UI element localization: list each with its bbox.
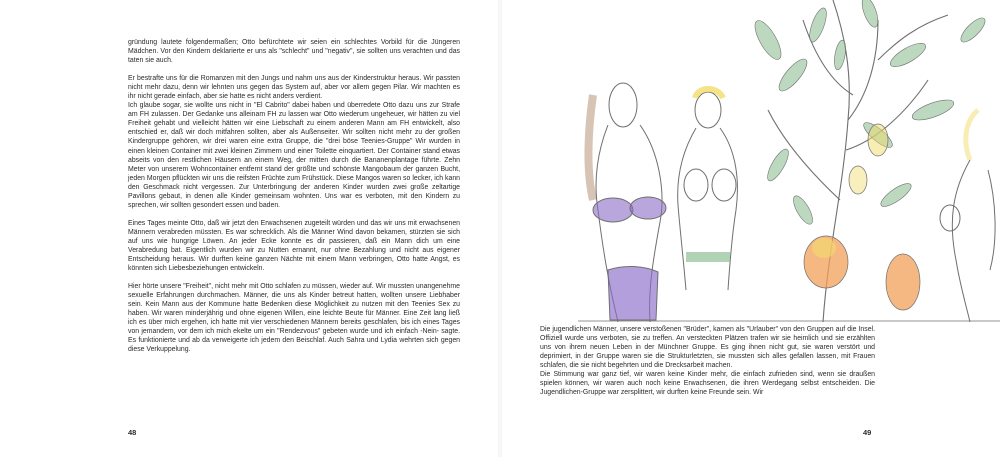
leaves — [750, 0, 988, 227]
paragraph: Er bestrafte uns für die Romanzen mit den Jungs und nahm uns aus der Kinderstruktur heraus. Wir passten nicht mehr dazu, denn wir lehnten uns gegen das System auf, aber vor allem gegen Pilar. Wir machten es ihr nicht gerade einfach, aber sie hatte es nicht anders verdient. — [128, 75, 460, 101]
page-number-right: 49 — [863, 428, 872, 437]
figure-right — [940, 110, 995, 322]
paragraph: Hier hörte unsere "Freiheit", nicht mehr mit Otto schlafen zu müssen, wieder auf. Wir mussten unangenehme sexuelle Erfahrungen durchmachen. Männer, die uns als Kinder betreut hatten, wollten unsere Liebhaber sein. Kein Mann aus der Kommune hatte Bedenken diese Möglichkeit zu nutzen mit den Teenies Sex zu haben. Wir waren minderjährig und ohne eigenen Willen, eine leichte Beute für Männer. Eine Zeit lang ließ ich es über mich ergehen, ich hatte mit vier verschiedenen Männern bereits geschlafen, bis ich eines Tages von jemandem, vor dem ich mich ekelte um ein "Rendezvous" gebeten wurde und ich einfach -Nein- sagte. Es funktionierte und ab da verweigerte ich jedem den Beischlaf. Auch Sahra und Lydia wehrten sich gegen diese Verkuppelung. — [128, 283, 460, 354]
paragraph: Die Stimmung war ganz tief, wir waren keine Kinder mehr, die einfach zufrieden sind, wenn sie draußen spielen können, wir waren auch noch keine Erwachsenen, die ihren Werdegang selbst entscheiden. Die Jugendlichen-Gruppe war zersplittert, wir durften keine Freunde sein. Wir — [540, 371, 875, 397]
right-page-text — [540, 325, 875, 397]
paragraph: gründung lautete folgendermaßen; Otto befürchtete wir seien ein schlechtes Vorbild für die Jüngeren Mädchen. Vor den Kindern deklarierte er uns als "schlecht" und "negativ", sie sollten uns verachten und das taten sie auch. — [128, 39, 460, 65]
paragraph: Ich glaube sogar, sie wollte uns nicht in "El Cabrito" dabei haben und überredete Otto dazu uns zur Strafe am FH zulassen. Der Gedanke uns alleinam FH zu lassen war Otto wiederum ungeheuer, wir hätten zu viel Freiheit gehabt und vielleicht hätten wir eine Liebschaft zu einem anderen Mann am FH entwickelt, also entschied er, daß wir doch mitfahren sollten, aber als Außenseiter. Wir sollten nicht mehr zu der großen Kindergruppe gehören, wir drei waren eine extra Gruppe, die "drei böse Teenies-Gruppe" Wir wurden in einen kleinen Container mit zwei kleinen Zimmern und einer Toilette einquartiert. Der Container stand etwas abseits von den restlichen Häusern an einem Weg, der mitten durch die Bananenplantage führte. Zehn Meter von unserem Wohncontainer entfernt stand der größte und schönste Mangobaum der ganzen Bucht, jeden Morgen pflückten wir uns die reifsten Früchte zum Frühstück. Diese Mangos waren so lecker, ich kann den Geschmack nicht vergessen. Zur Unterbringung der anderen Kinder wurden zwei große zeltartige Pavillons gebaut, in denen alle Kinder gemeinsam wohnten. Uns war es verboten, mit den Kindern zu sprechen, wir sollten gesondert essen und baden. — [128, 102, 460, 209]
left-page-text — [128, 38, 460, 364]
paragraph: Die jugendlichen Männer, unsere verstoßenen "Brüder", kamen als "Urlauber" von den Gruppen auf die Insel. Offiziell wurde uns verboten, sie zu treffen. An versteckten Plätzen trafen wir sie heimlich und sie erzählten uns von ihrem neuen Leben in der Münchner Gruppe. Es ging ihnen nicht gut, sie waren verstört und deprimiert, in der Gruppe waren sie die Strukturletzten, sie mussten sich alles gefallen lassen, mit Frauen schlafen, die sie nicht begehrten und die Drecksarbeit machen. — [540, 326, 875, 370]
figure-middle — [678, 89, 738, 290]
mangos — [804, 124, 920, 310]
figure-left — [588, 83, 666, 322]
paragraph: Eines Tages meinte Otto, daß wir jetzt den Erwachsenen zugeteilt würden und das wir uns mit erwachsenen Männern verabreden müssten. Es war schrecklich. Als die Männer Wind davon bekamen, stürzten sie sich auf uns wie hungrige Löwen. An jeder Ecke konnte es dir passieren, daß ein Mann dich um eine Verabredung bat. Eigentlich wurden wir zu Nutten ernannt, nur ohne Bezahlung und nicht aus eigener Entscheidung heraus. Wir durften keine ganzen Nächte mit einem Mann verbringen, Otto hatte Angst, es könnten sich Liebesbeziehungen entwickeln. — [128, 219, 460, 273]
sketch-illustration — [578, 0, 1000, 322]
page-number-left: 48 — [128, 428, 137, 437]
